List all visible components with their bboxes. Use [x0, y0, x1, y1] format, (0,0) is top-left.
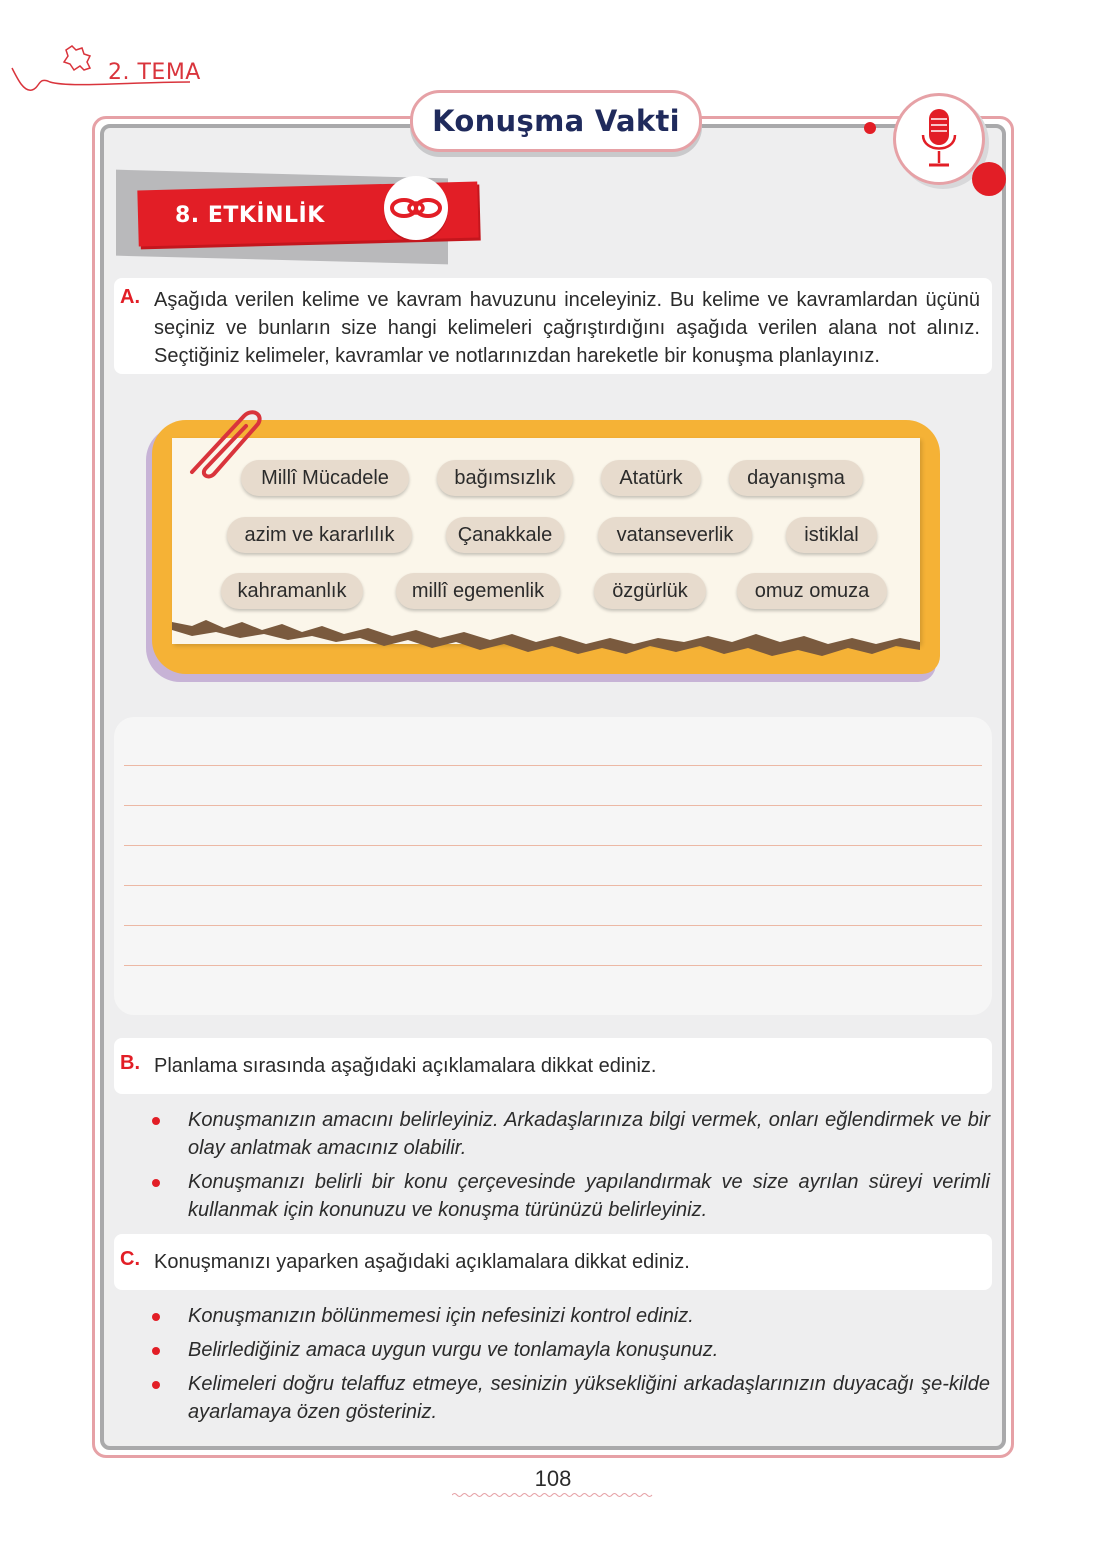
activity-label: 8. ETKİNLİK [175, 203, 325, 228]
bullet-dot [152, 1381, 160, 1389]
ruled-line [124, 765, 982, 766]
bullet-dot [152, 1347, 160, 1355]
bullet-item [150, 1302, 990, 1330]
page-number: 108 [534, 1466, 572, 1491]
bullet-text: Konuşmanızın bölünmemesi için nefesinizi kontrol ediniz. [188, 1305, 694, 1327]
word-chip: dayanışma [729, 460, 863, 496]
bullet-text: Belirlediğiniz amaca uygun vurgu ve tonlamayla konuşunuz. [188, 1339, 719, 1361]
section-b-bullets [150, 1106, 990, 1230]
section-b [114, 1038, 992, 1094]
bullet-text: Konuşmanızı belirli bir konu çerçevesinde yapılandırmak ve size ayrılan süreyi verimli kullanmak için konunuzu ve konuşma türünüzü belirleyiniz. [188, 1171, 990, 1221]
ruled-line [124, 885, 982, 886]
bullet-text: Kelimeleri doğru telaffuz etmeye, sesinizin yüksekliğini arkadaşlarınızın duyacağı şe-kilde ayarlamaya özen gösteriniz. [188, 1373, 990, 1423]
word-chip: omuz omuza [737, 573, 887, 609]
note-writing-area[interactable] [114, 717, 992, 1015]
bullet-dot [152, 1179, 160, 1187]
section-c-text: Konuşmanızı yaparken aşağıdaki açıklamalara dikkat ediniz. [154, 1251, 690, 1273]
ruled-line [124, 965, 982, 966]
page-title: Konuşma Vakti [432, 104, 680, 138]
theme-label: 2. TEMA [108, 60, 201, 85]
bullet-dot [152, 1117, 160, 1125]
word-chip: vatanseverlik [598, 517, 752, 553]
chain-badge [384, 176, 448, 240]
torn-paper-edge [172, 612, 920, 666]
bullet-dot [152, 1313, 160, 1321]
page-number-decoration [452, 1492, 654, 1498]
word-chip: millî egemenlik [396, 573, 560, 609]
bullet-text: Konuşmanızın amacını belirleyiniz. Arkadaşlarınıza bilgi vermek, onları eğlendirmek ve bir olay anlatmak amacınız olabilir. [188, 1109, 990, 1159]
word-chip: kahramanlık [221, 573, 363, 609]
bullet-item [150, 1168, 990, 1224]
section-c-letter: C. [120, 1248, 140, 1270]
bullet-item [150, 1370, 990, 1426]
word-chip: özgürlük [594, 573, 706, 609]
word-chip: bağımsızlık [437, 460, 573, 496]
section-c-bullets [150, 1302, 990, 1432]
word-chip: Atatürk [601, 460, 701, 496]
section-a [114, 278, 992, 374]
decor-dot [864, 122, 876, 134]
section-a-letter: A. [120, 286, 140, 308]
microphone-badge [893, 93, 985, 185]
bullet-item [150, 1336, 990, 1364]
microphone-icon [917, 107, 961, 171]
ruled-line [124, 845, 982, 846]
bullet-item [150, 1106, 990, 1162]
ruled-line [124, 925, 982, 926]
word-chip: Millî Mücadele [241, 460, 409, 496]
chain-link-icon [389, 193, 443, 223]
word-chip: azim ve kararlılık [227, 517, 412, 553]
section-c [114, 1234, 992, 1290]
word-chip: istiklal [786, 517, 877, 553]
ruled-line [124, 805, 982, 806]
section-a-text: Aşağıda verilen kelime ve kavram havuzunu inceleyiniz. Bu kelime ve kavramlardan üçünü seçiniz ve bunların size hangi kelimeleri çağrıştırdığını aşağıda verilen alana not alınız. Seçtiğiniz kelimeler, kavramlar ve notlarınızdan hareketle bir konuşma planlayınız. [154, 289, 980, 367]
decor-dot-large [972, 162, 1006, 196]
title-pill [410, 90, 702, 152]
section-b-text: Planlama sırasında aşağıdaki açıklamalara dikkat ediniz. [154, 1055, 657, 1077]
word-chip: Çanakkale [446, 517, 564, 553]
section-b-letter: B. [120, 1052, 140, 1074]
